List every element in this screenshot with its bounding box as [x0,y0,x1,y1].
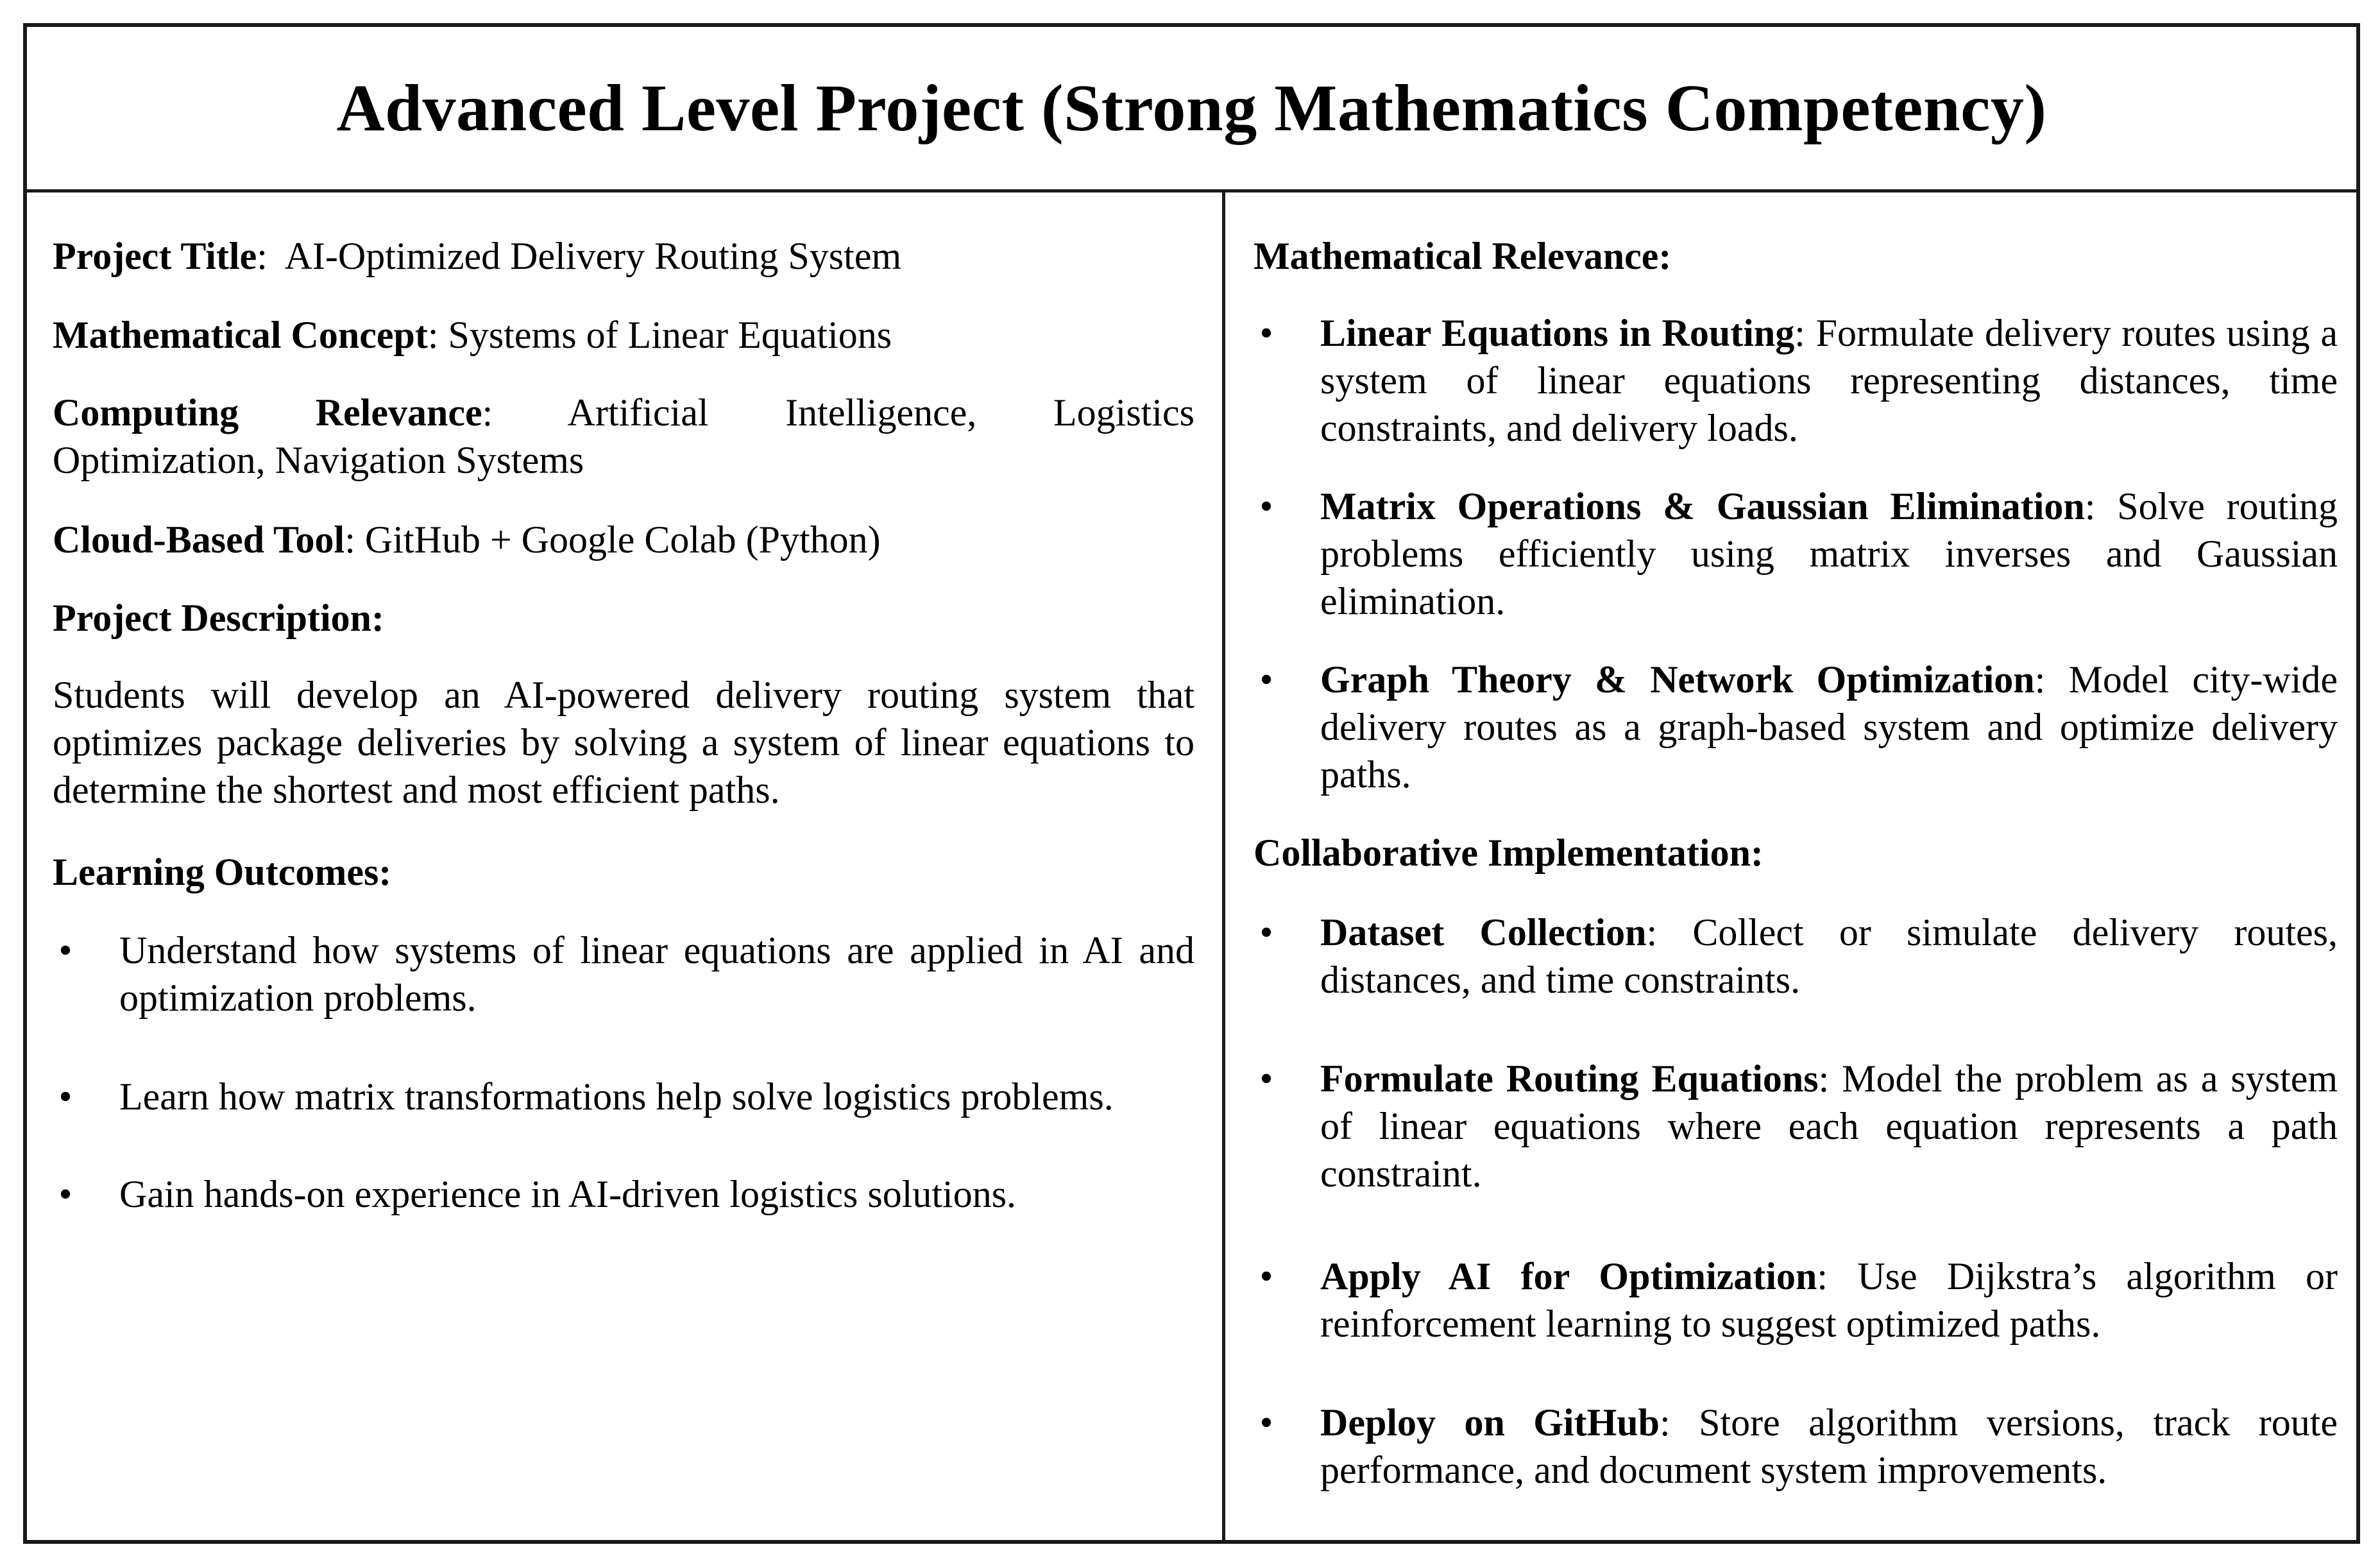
project-title-field: Project Title: AI-Optimized Delivery Routing System [53,235,902,277]
outcome-text: Learn how matrix transformations help solve logistics problems. [119,1075,1114,1118]
computing-label: Computing Relevance [53,391,482,434]
project-title-label: Project Title [53,235,257,277]
bullet-icon: • [1259,485,1273,527]
page-title: Advanced Level Project (Strong Mathematics Competency) [336,71,2047,145]
concept-label: Mathematical Concept [53,314,428,356]
concept-field: Mathematical Concept: Systems of Linear Equations [53,314,892,356]
bullet-icon: • [1259,1255,1273,1297]
computing-field-line1: Computing Relevance: Artificial Intelligence, Logistics [53,391,1194,434]
relevance-item-text: Matrix Operations & Gaussian Elimination: Solve routing problems efficiently using matrix inverses and Gaussian elimination. [1320,485,2338,622]
bullet-icon: • [1259,658,1273,701]
bullet-icon: • [58,1075,72,1118]
bullet-icon: • [1259,1401,1273,1444]
bullet-icon: • [1259,911,1273,954]
tool-field: Cloud-Based Tool: GitHub + Google Colab (Python) [53,518,881,561]
tool-value: GitHub + Google Colab (Python) [364,518,881,561]
project-card [23,23,2360,1544]
implementation-heading: Collaborative Implementation: [1254,832,1764,874]
tool-label: Cloud-Based Tool [53,518,345,561]
implementation-item-text: Formulate Routing Equations: Model the problem as a system of linear equations where each equation represents a path constraint. [1320,1057,2338,1195]
column-divider [1222,192,1225,1540]
bullet-icon: • [1259,312,1273,354]
outcomes-heading: Learning Outcomes: [53,851,392,893]
bullet-icon: • [1259,1057,1273,1100]
computing-value-line1: Artificial Intelligence, Logistics [567,391,1194,434]
relevance-item-text: Linear Equations in Routing: Formulate delivery routes using a system of linear equations representing distances, time constraints, and delivery loads. [1320,312,2338,449]
outcome-text: Understand how systems of linear equations are applied in AI and optimization problems. [119,929,1194,1019]
project-title-value: AI-Optimized Delivery Routing System [284,235,902,277]
computing-field-line2 [53,436,1194,484]
relevance-heading: Mathematical Relevance: [1254,235,1672,277]
computing-value-line2: Optimization, Navigation Systems [53,439,584,481]
relevance-item-text: Graph Theory & Network Optimization: Model city-wide delivery routes as a graph-based system and optimize delivery paths. [1320,658,2338,796]
concept-value: Systems of Linear Equations [448,314,892,356]
implementation-item-text: Dataset Collection: Collect or simulate delivery routes, distances, and time constraints. [1320,911,2338,1001]
bullet-icon: • [58,1173,72,1215]
description-heading: Project Description: [53,597,385,639]
implementation-item-text: Deploy on GitHub: Store algorithm versions, track route performance, and document system improvements. [1320,1401,2338,1491]
outcome-text: Gain hands-on experience in AI-driven logistics solutions. [119,1173,1017,1215]
description-text: Students will develop an AI-powered delivery routing system that optimizes package deliveries by solving a system of linear equations to determine the shortest and most efficient paths. [53,674,1194,811]
implementation-item-text: Apply AI for Optimization: Use Dijkstra’s algorithm or reinforcement learning to suggest optimized paths. [1320,1255,2338,1345]
title-row [27,27,2356,192]
bullet-icon: • [58,929,72,971]
